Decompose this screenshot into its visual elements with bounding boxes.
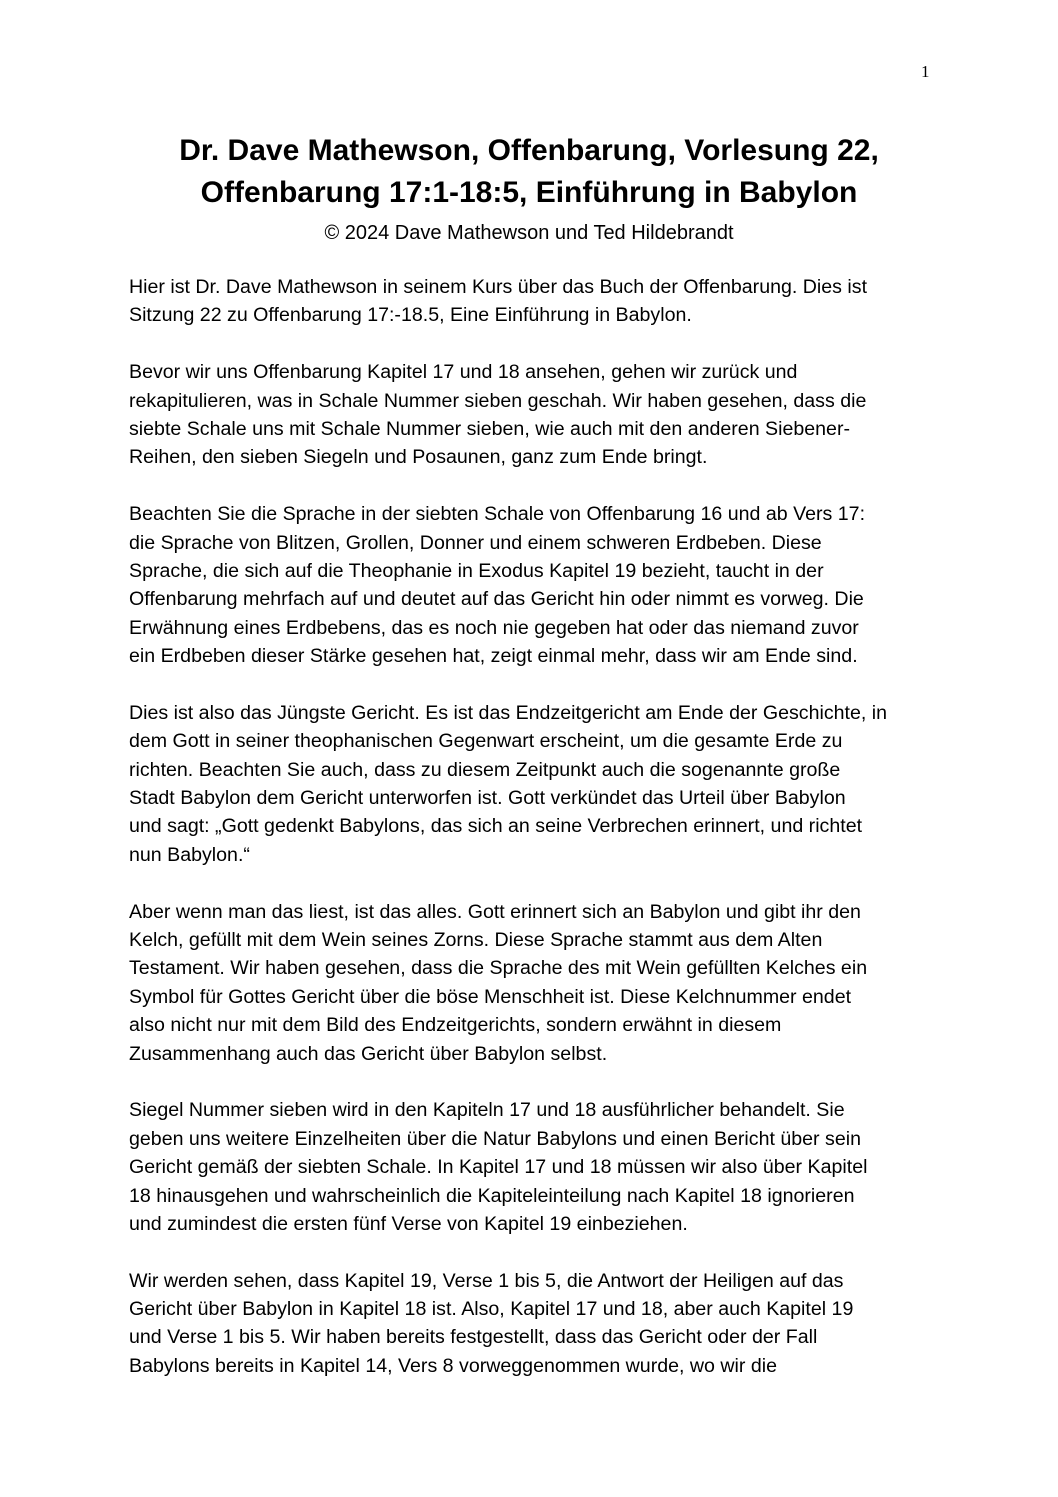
text-line: richten. Beachten Sie auch, dass zu diesem Zeitpunkt auch die sogenannte große [129,758,841,781]
paragraph-2 [129,358,944,472]
text-line: Gericht gemäß der siebten Schale. In Kapitel 17 und 18 müssen wir also über Kapitel [129,1156,868,1179]
text-line: Sprache, die sich auf die Theophanie in Exodus Kapitel 19 bezieht, taucht in der [129,559,824,582]
body-text [129,273,944,1409]
text-line: Stadt Babylon dem Gericht unterworfen ist. Gott verkündet das Urteil über Babylon [129,787,846,810]
copyright-notice: © 2024 Dave Mathewson und Ted Hildebrandt [324,222,734,244]
text-line: dem Gott in seiner theophanischen Gegenwart erscheint, um die gesamte Erde zu [129,730,843,753]
text-line: Beachten Sie die Sprache in der siebten Schale von Offenbarung 16 und ab Vers 17: [129,503,866,526]
paragraph-6 [129,1096,944,1238]
text-line: Kelch, gefüllt mit dem Wein seines Zorns. Diese Sprache stammt aus dem Alten [129,928,823,951]
paragraph-4 [129,699,944,869]
text-line: die Sprache von Blitzen, Grollen, Donner und einem schweren Erdbeben. Diese [129,531,822,554]
text-line: Sitzung 22 zu Offenbarung 17:-18.5, Eine Einführung in Babylon. [129,304,692,327]
text-line: siebte Schale uns mit Schale Nummer sieben, wie auch mit den anderen Siebener- [129,417,850,440]
text-line: nun Babylon.“ [129,843,250,866]
text-line: 18 hinausgehen und wahrscheinlich die Kapiteleinteilung nach Kapitel 18 ignorieren [129,1184,855,1207]
text-line: also nicht nur mit dem Bild des Endzeitgerichts, sondern erwähnt in diesem [129,1014,782,1037]
document-header [110,130,948,248]
text-line: und Verse 1 bis 5. Wir haben bereits festgestellt, dass das Gericht oder der Fall [129,1326,818,1349]
text-line: rekapitulieren, was in Schale Nummer sieben geschah. Wir haben gesehen, dass die [129,389,867,412]
text-line: Siegel Nummer sieben wird in den Kapiteln 17 und 18 ausführlicher behandelt. Sie [129,1099,845,1122]
page-number: 1 [921,62,930,81]
text-line: und sagt: „Gott gedenkt Babylons, das sich an seine Verbrechen erinnert, und richtet [129,815,863,838]
text-line: geben uns weitere Einzelheiten über die Natur Babylons und einen Bericht über sein [129,1127,861,1150]
text-line: Hier ist Dr. Dave Mathewson in seinem Kurs über das Buch der Offenbarung. Dies ist [129,276,868,298]
title-line-2: Offenbarung 17:1-18:5, Einführung in Babylon [200,176,858,209]
paragraph-1 [129,273,944,330]
text-line: Aber wenn man das liest, ist das alles. Gott erinnert sich an Babylon und gibt ihr den [129,900,861,923]
title-line-1: Dr. Dave Mathewson, Offenbarung, Vorlesung 22, [179,134,879,167]
paragraph-7 [129,1267,944,1381]
text-line: Testament. Wir haben gesehen, dass die Sprache des mit Wein gefüllten Kelches ein [129,957,868,980]
text-line: Dies ist also das Jüngste Gericht. Es ist das Endzeitgericht am Ende der Geschichte, in [129,701,887,724]
text-line: Offenbarung mehrfach auf und deutet auf das Gericht hin oder nimmt es vorweg. Die [129,588,864,611]
text-line: Wir werden sehen, dass Kapitel 19, Verse 1 bis 5, die Antwort der Heiligen auf das [129,1269,844,1292]
text-line: Babylons bereits in Kapitel 14, Vers 8 vorweggenommen wurde, wo wir die [129,1354,778,1377]
text-line: Reihen, den sieben Siegeln und Posaunen, ganz zum Ende bringt. [129,446,708,469]
text-line: und zumindest die ersten fünf Verse von Kapitel 19 einbeziehen. [129,1212,688,1235]
paragraph-5 [129,898,944,1068]
text-line: Symbol für Gottes Gericht über die böse Menschheit ist. Diese Kelchnummer endet [129,985,852,1008]
text-line: Zusammenhang auch das Gericht über Babylon selbst. [129,1042,608,1065]
text-line: ein Erdbeben dieser Stärke gesehen hat, zeigt einmal mehr, dass wir am Ende sind. [129,645,858,668]
text-line: Erwähnung eines Erdbebens, das es noch nie gegeben hat oder das niemand zuvor [129,616,859,639]
text-line: Bevor wir uns Offenbarung Kapitel 17 und 18 ansehen, gehen wir zurück und [129,361,798,384]
text-line: Gericht über Babylon in Kapitel 18 ist. Also, Kapitel 17 und 18, aber auch Kapitel 19 [129,1298,854,1321]
paragraph-3 [129,500,944,670]
